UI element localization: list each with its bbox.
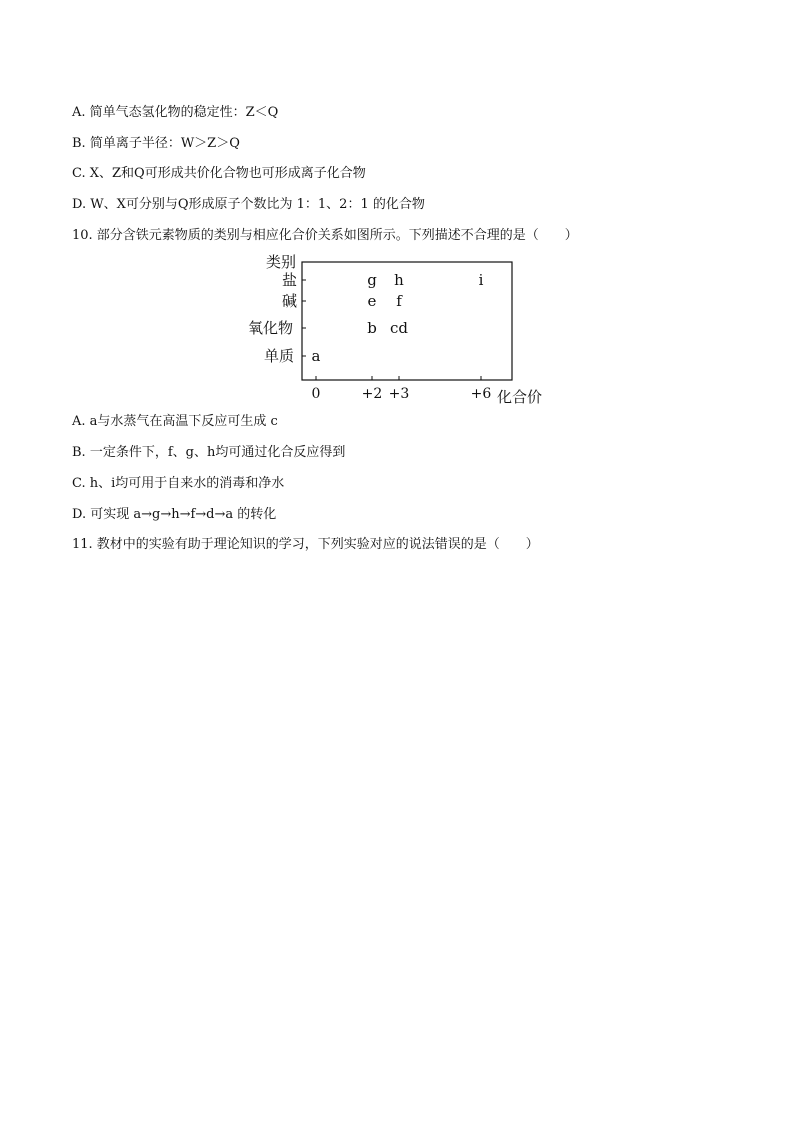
valence-tick-label: +3 <box>388 386 410 402</box>
substance-point-a: a <box>311 347 321 365</box>
q9-option-b: B. 简单离子半径：W＞Z＞Q <box>72 136 240 151</box>
q10-option-b: B. 一定条件下，f、g、h均可通过化合反应得到 <box>72 445 346 460</box>
substance-point-h: h <box>394 271 404 289</box>
category-label: 盐 <box>282 271 298 289</box>
category-label: 氧化物 <box>248 319 294 337</box>
valence-tick-label: 0 <box>311 386 321 402</box>
question-10-stem: 10. 部分含铁元素物质的类别与相应化合价关系如图所示。下列描述不合理的是（ ） <box>72 228 578 243</box>
substance-point-g: g <box>367 271 377 289</box>
q9-option-a: A. 简单气态氢化物的稳定性：Z＜Q <box>72 105 279 120</box>
q10-option-c: C. h、i均可用于自来水的消毒和净水 <box>72 476 285 491</box>
valence-tick-label: +6 <box>470 386 492 402</box>
valence-tick-label: +2 <box>361 386 383 402</box>
category-label: 碱 <box>282 292 298 310</box>
y-axis-label: 类别 <box>266 253 297 271</box>
substance-point-b: b <box>367 319 377 337</box>
q9-option-d: D. W、X可分别与Q形成原子个数比为 1：1、2：1 的化合物 <box>72 197 425 212</box>
substance-point-e: e <box>367 292 377 310</box>
substance-point-f: f <box>396 292 402 310</box>
question-11-stem: 11. 教材中的实验有助于理论知识的学习，下列实验对应的说法错误的是（ ） <box>72 537 539 552</box>
q10-option-d: D. 可实现 a→g→h→f→d→a 的转化 <box>72 507 277 522</box>
iron-valence-category-figure <box>240 250 560 410</box>
substance-point-i: i <box>478 271 484 289</box>
category-label: 单质 <box>264 347 295 365</box>
substance-point-cd: cd <box>389 319 409 337</box>
x-axis-label: 化合价 <box>497 388 543 406</box>
q9-option-c: C. X、Z和Q可形成共价化合物也可形成离子化合物 <box>72 166 366 181</box>
figure-svg <box>240 250 560 410</box>
q10-option-a: A. a与水蒸气在高温下反应可生成 c <box>72 414 278 429</box>
